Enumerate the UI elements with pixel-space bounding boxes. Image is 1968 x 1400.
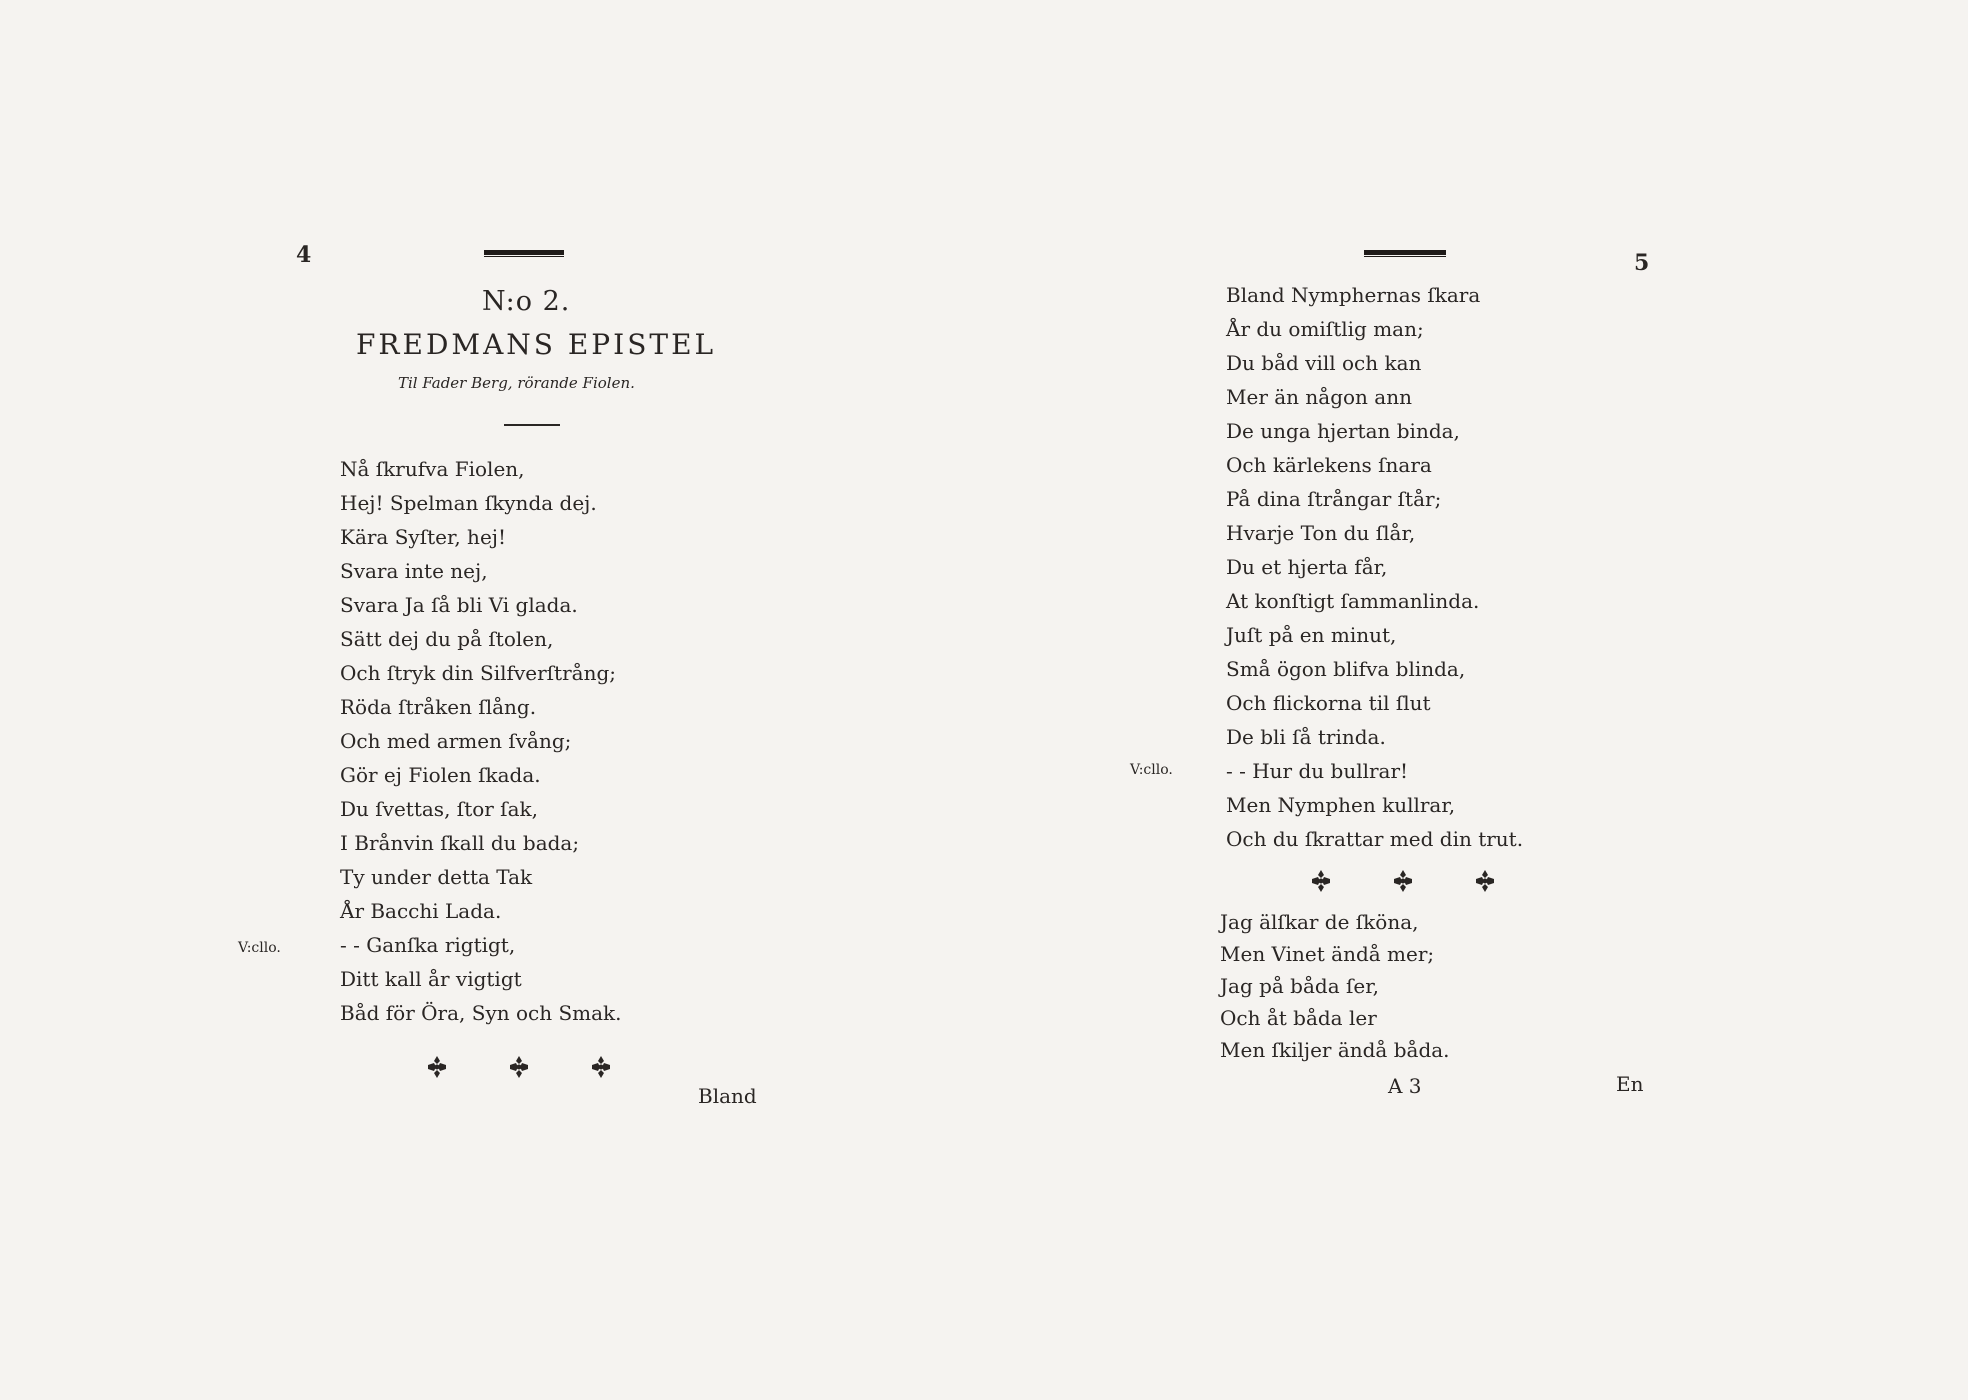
cross-flower-ornament-icon — [510, 1056, 528, 1078]
verse-line: Du båd vill och kan — [1226, 351, 1422, 375]
verse-line: - - Hur du bullrar! — [1226, 759, 1409, 783]
verse-line: Svara inte nej, — [340, 559, 488, 583]
verse-line: I Brånvin ſkall du bada; — [340, 831, 580, 855]
verse-line: Sätt dej du på ſtolen, — [340, 627, 554, 651]
verse-line: År Bacchi Lada. — [340, 899, 502, 923]
verse-line: De bli ſå trinda. — [1226, 725, 1386, 749]
verse-line: De unga hjertan binda, — [1226, 419, 1460, 443]
verse-line: Röda ſtråken ſlång. — [340, 695, 537, 719]
epistle-number: N:o 2. — [482, 286, 571, 317]
epistle-subtitle: Til Fader Berg, rörande Fiolen. — [398, 374, 635, 392]
verse-line: Och med armen ſvång; — [340, 729, 572, 753]
verse-line: Jag på båda ſer, — [1220, 974, 1379, 998]
epistle-title: FREDMANS EPISTEL — [356, 328, 717, 361]
verse-line: Mer än någon ann — [1226, 385, 1412, 409]
verse-line: Jag älſkar de ſköna, — [1220, 910, 1419, 934]
verse-line: Men Vinet ändå mer; — [1220, 942, 1435, 966]
verse-line: Svara Ja ſå bli Vi glada. — [340, 593, 578, 617]
header-rule-left — [484, 250, 564, 257]
marginal-note-right: V:cllo. — [1130, 762, 1173, 778]
verse-line: Och ſtryk din Silfverſtrång; — [340, 661, 616, 685]
cross-flower-ornament-icon — [428, 1056, 446, 1078]
ornament-row-left — [428, 1056, 610, 1078]
verse-line: Och du ſkrattar med din trut. — [1226, 827, 1524, 851]
verse-line: Ditt kall år vigtigt — [340, 967, 522, 991]
header-rule-right — [1364, 250, 1446, 257]
cross-flower-ornament-icon — [592, 1056, 610, 1078]
verse-line: Kära Syſter, hej! — [340, 525, 507, 549]
page-number-left: 4 — [296, 242, 312, 268]
verse-line: Nå ſkrufva Fiolen, — [340, 457, 525, 481]
verse-right-second-stanza — [1220, 906, 1450, 1066]
cross-flower-ornament-icon — [1394, 870, 1412, 892]
ornament-row-right — [1312, 870, 1494, 892]
verse-line: Ty under detta Tak — [340, 865, 533, 889]
verse-line: Du et hjerta får, — [1226, 555, 1388, 579]
verse-line: Små ögon blifva blinda, — [1226, 657, 1466, 681]
cross-flower-ornament-icon — [1312, 870, 1330, 892]
catchword-right: En — [1616, 1072, 1644, 1096]
verse-line: Men Nymphen kullrar, — [1226, 793, 1456, 817]
verse-line: Men ſkiljer ändå båda. — [1220, 1038, 1450, 1062]
title-divider — [504, 424, 560, 426]
cross-flower-ornament-icon — [1476, 870, 1494, 892]
verse-line: Juſt på en minut, — [1226, 623, 1397, 647]
verse-line: Gör ej Fiolen ſkada. — [340, 763, 541, 787]
verse-line: På dina ſtrångar ſtår; — [1226, 487, 1442, 511]
signature-mark: A 3 — [1388, 1074, 1422, 1098]
verse-line: År du omiſtlig man; — [1226, 317, 1424, 341]
verse-line: At konſtigt ſammanlinda. — [1226, 589, 1480, 613]
catchword-left: Bland — [698, 1084, 757, 1108]
verse-line: Du ſvettas, ſtor ſak, — [340, 797, 538, 821]
verse-right — [1226, 278, 1523, 856]
verse-left — [340, 452, 622, 1030]
verse-line: Hvarje Ton du ſlår, — [1226, 521, 1416, 545]
verse-line: Och åt båda ler — [1220, 1006, 1377, 1030]
verse-line: Bland Nymphernas ſkara — [1226, 283, 1481, 307]
verse-line: Hej! Spelman ſkynda dej. — [340, 491, 597, 515]
page-number-right: 5 — [1634, 250, 1650, 276]
marginal-note-left: V:cllo. — [238, 940, 281, 956]
verse-line: Båd för Öra, Syn och Smak. — [340, 1001, 622, 1025]
verse-line: Och flickorna til ſlut — [1226, 691, 1431, 715]
verse-line: - - Ganſka rigtigt, — [340, 933, 516, 957]
verse-line: Och kärlekens ſnara — [1226, 453, 1432, 477]
